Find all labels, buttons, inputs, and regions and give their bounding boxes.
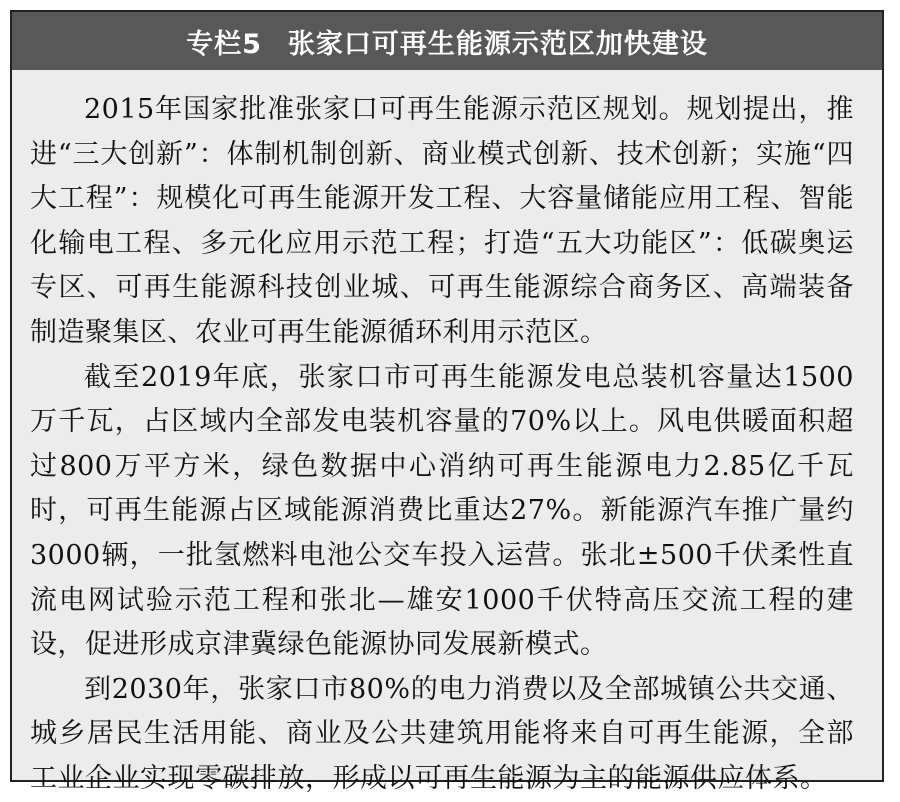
- box-title-bar: [12, 12, 882, 70]
- paragraph-3: 到2030年，张家口市80%的电力消费以及全部城镇公共交通、城乡居民生活用能、商业及公共建筑用能将来自可再生能源，全部工业企业实现零碳排放，形成以可再生能源为主的能源供应体系。: [30, 673, 854, 794]
- box-label: 专栏5: [186, 28, 262, 60]
- paragraph-1: 2015年国家批准张家口可再生能源示范区规划。规划提出，推进“三大创新”：体制机制创新、商业模式创新、技术创新；实施“四大工程”：规模化可再生能源开发工程、大容量储能应用工程、智能化输电工程、多元化应用示范工程；打造“五大功能区”：低碳奥运专区、可再生能源科技创业城、可再生能源综合商务区、高端装备制造聚集区、农业可再生能源循环利用示范区。: [30, 94, 854, 348]
- box-title: 张家口可再生能源示范区加快建设: [287, 28, 708, 60]
- sidebar-box: [10, 10, 884, 794]
- box-content: [12, 70, 882, 802]
- paragraph-2: 截至2019年底，张家口市可再生能源发电总装机容量达1500万千瓦，占区域内全部发电装机容量的70%以上。风电供暖面积超过800万平方米，绿色数据中心消纳可再生能源电力2.85亿千瓦时，可再生能源占区域能源消费比重达27%。新能源汽车推广量约3000辆，一批氢燃料电池公交车投入运营。张北±500千伏柔性直流电网试验示范工程和张北—雄安1000千伏特高压交流工程的建设，促进形成京津冀绿色能源协同发展新模式。: [30, 361, 854, 661]
